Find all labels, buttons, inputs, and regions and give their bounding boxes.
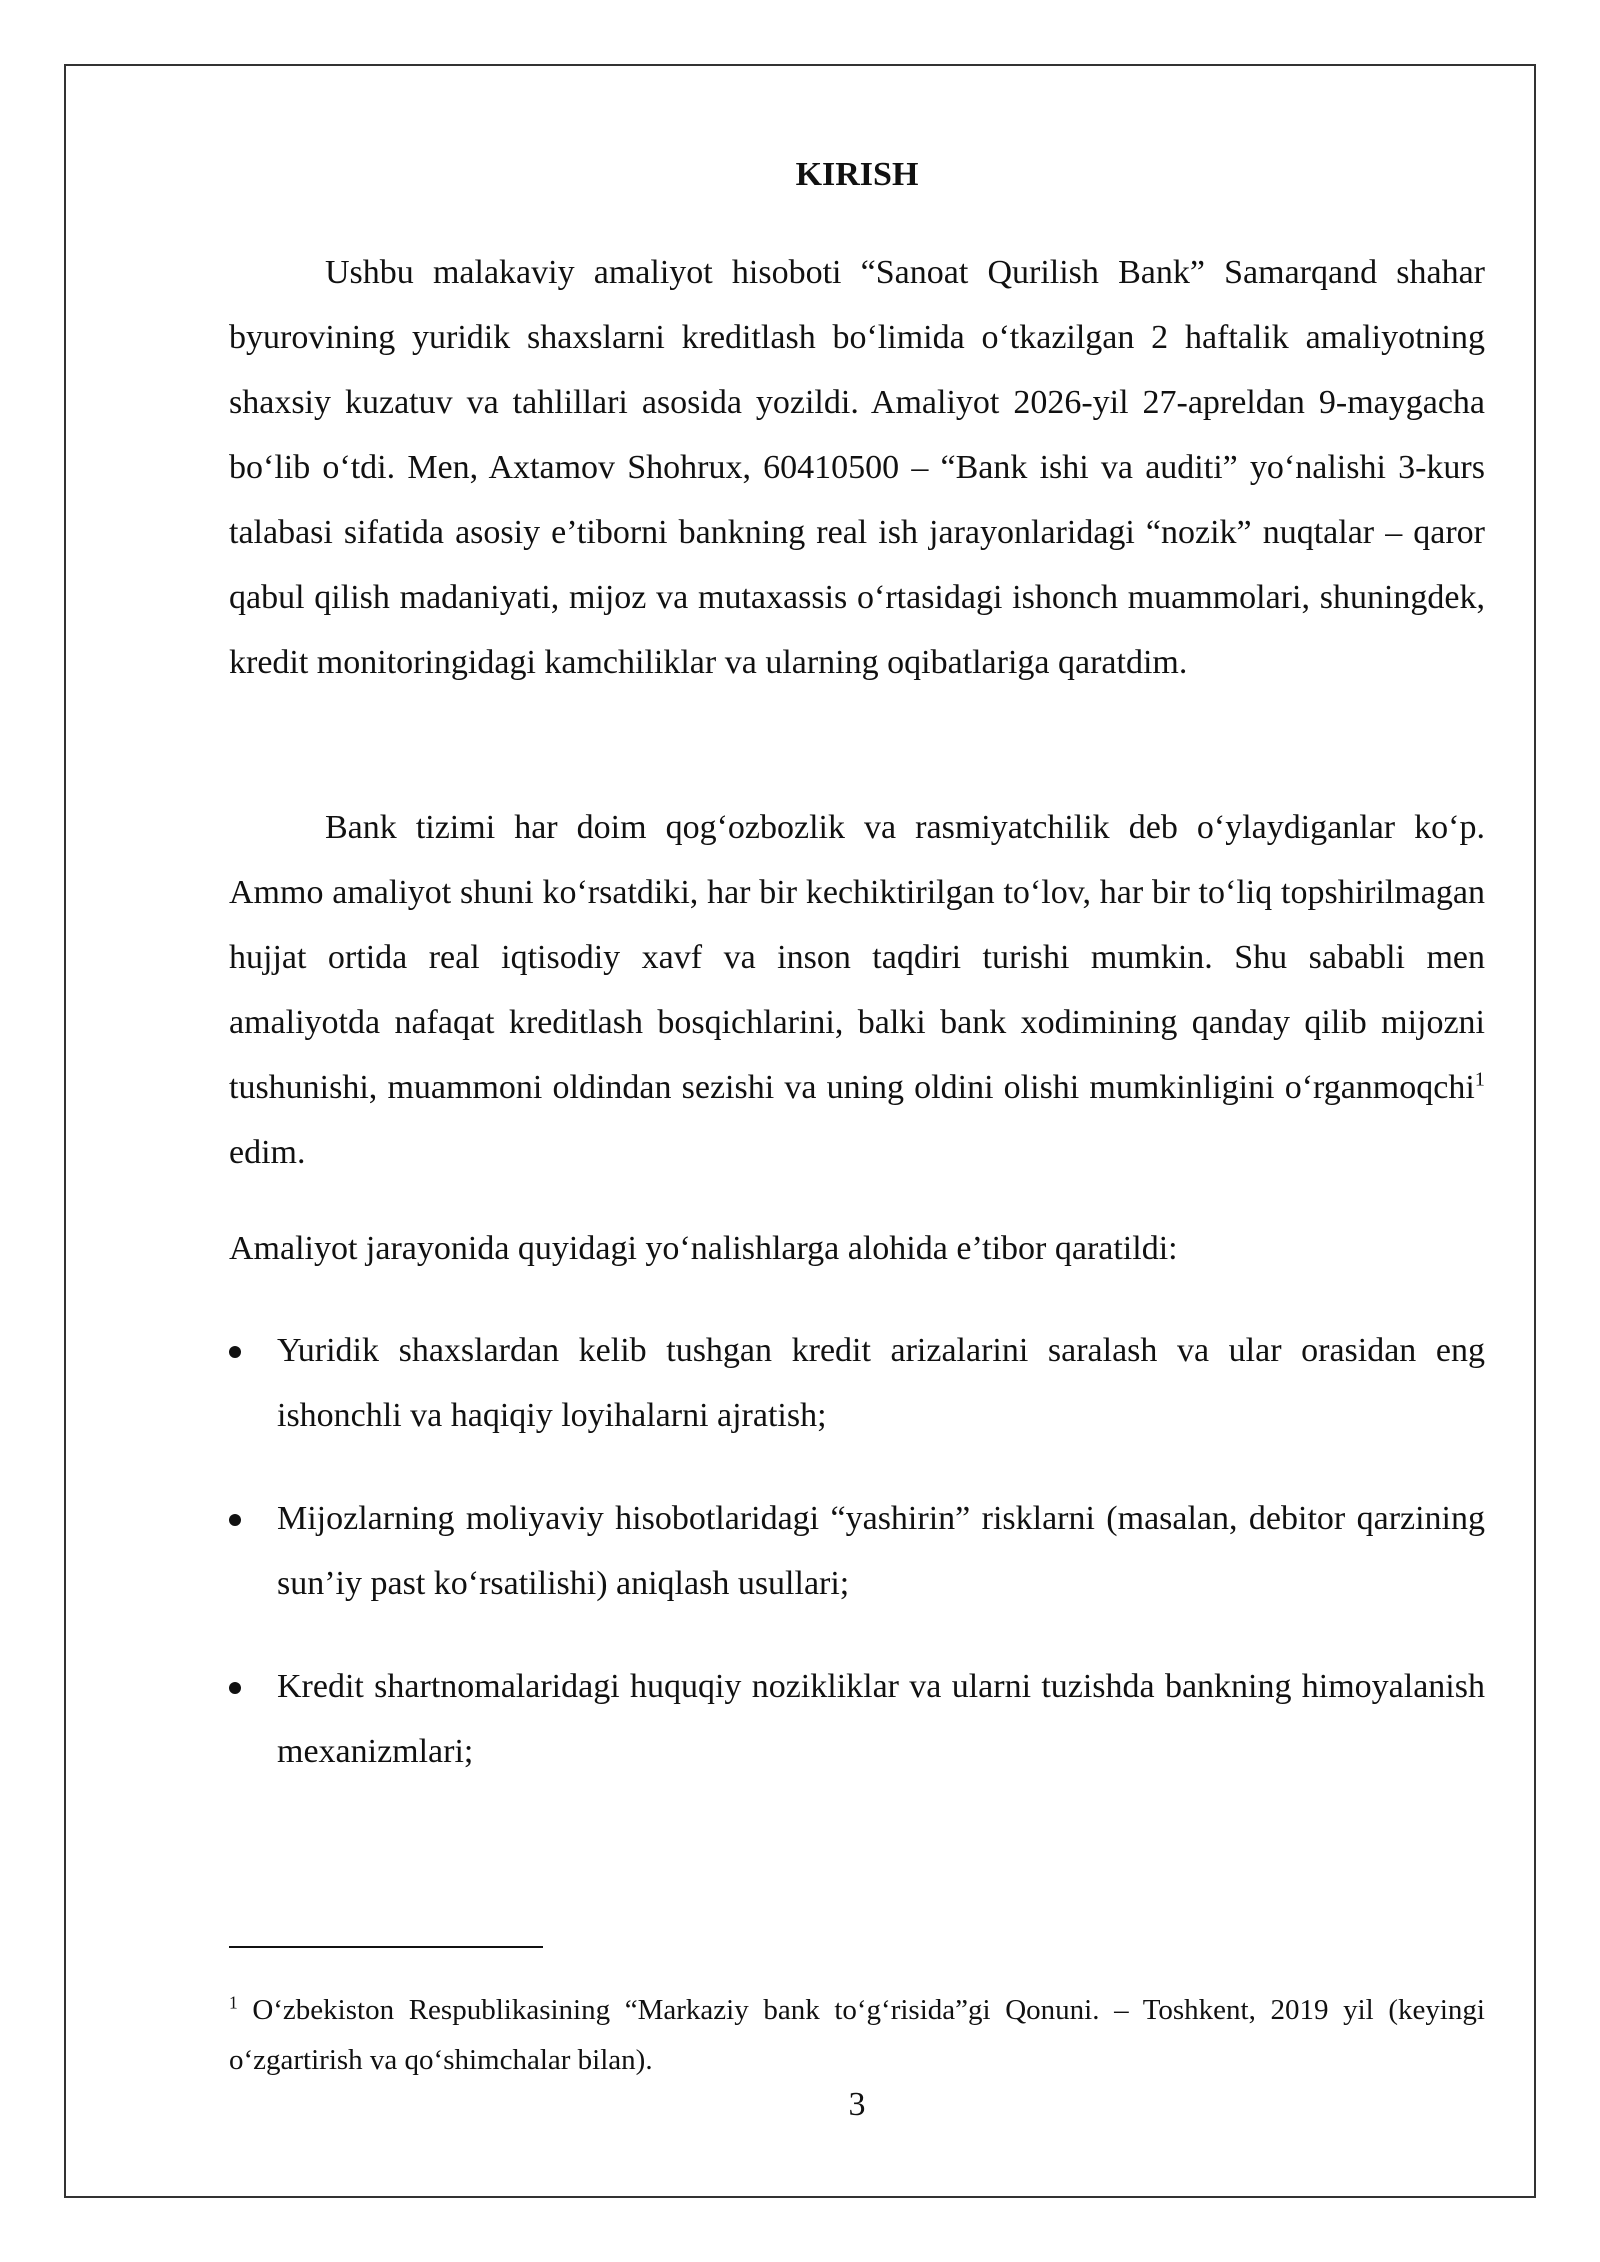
intro-paragraph-2 <box>229 795 1485 1185</box>
footnote-separator <box>229 1946 543 1948</box>
list-item-text: Mijozlarning moliyaviy hisobotlaridagi “yashirin” risklarni (masalan, debitor qarzining sun’iy past koʻrsatilishi) aniqlash usullari; <box>277 1500 1485 1602</box>
intro-paragraph-2-text: Bank tizimi har doim qogʻozbozlik va rasmiyatchilik deb oʻylaydiganlar koʻp. Ammo amaliyot shuni koʻrsatdiki, har bir kechiktirilgan toʻlov, har bir toʻliq topshirilmagan hujjat ortida real iqtisodiy xavf va inson taqdiri turishi mumkin. Shu sababli men amaliyotda nafaqat kreditlash bosqichlarini, balki bank xodimining qanday qilib mijozni tushunishi, muammoni oldindan sezishi va uning oldini olishi mumkinligini oʻrganmoqchi <box>229 809 1485 1106</box>
footnote <box>229 1985 1485 2085</box>
intro-paragraph-1: Ushbu malakaviy amaliyot hisoboti “Sanoat Qurilish Bank” Samarqand shahar byurovining yuridik shaxslarni kreditlash boʻlimida oʻtkazilgan 2 haftalik amaliyotning shaxsiy kuzatuv va tahlillari asosida yozildi. Amaliyot 2026-yil 27-apreldan 9-maygacha boʻlib oʻtdi. Men, Axtamov Shohrux, 60410500 – “Bank ishi va auditi” yoʻnalishi 3-kurs talabasi sifatida asosiy e’tiborni bankning real ish jarayonlaridagi “nozik” nuqtalar – qaror qabul qilish madaniyati, mijoz va mutaxassis oʻrtasidagi ishonch muammolari, shuningdek, kredit monitoringidagi kamchiliklar va ularning oqibatlariga qaratdim. <box>229 254 1485 681</box>
focus-areas-lead: Amaliyot jarayonida quyidagi yoʻnalishlarga alohida e’tibor qaratildi: <box>229 1230 1178 1267</box>
bullet-icon <box>229 1346 241 1358</box>
list-item-text: Yuridik shaxslardan kelib tushgan kredit arizalarini saralash va ular orasidan eng ishonchli va haqiqiy loyihalarni ajratish; <box>277 1332 1485 1434</box>
footnote-text: Oʻzbekiston Respublikasining “Markaziy bank toʻgʻrisida”gi Qonuni. – Toshkent, 2019 yil (keyingi oʻzgartirish va qoʻshimchalar bilan). <box>229 1994 1485 2076</box>
page-title: KIRISH <box>795 156 919 193</box>
footnote-reference[interactable]: 1 <box>1474 1068 1485 1091</box>
page-number: 3 <box>848 2086 866 2123</box>
footnote-number: 1 <box>229 1992 238 2013</box>
bullet-icon <box>229 1514 241 1526</box>
intro-paragraph-2-end: edim. <box>229 1134 306 1171</box>
bullet-icon <box>229 1682 241 1694</box>
list-item-text: Kredit shartnomalaridagi huquqiy nozikliklar va ularni tuzishda bankning himoyalanish mexanizmlari; <box>277 1668 1485 1770</box>
